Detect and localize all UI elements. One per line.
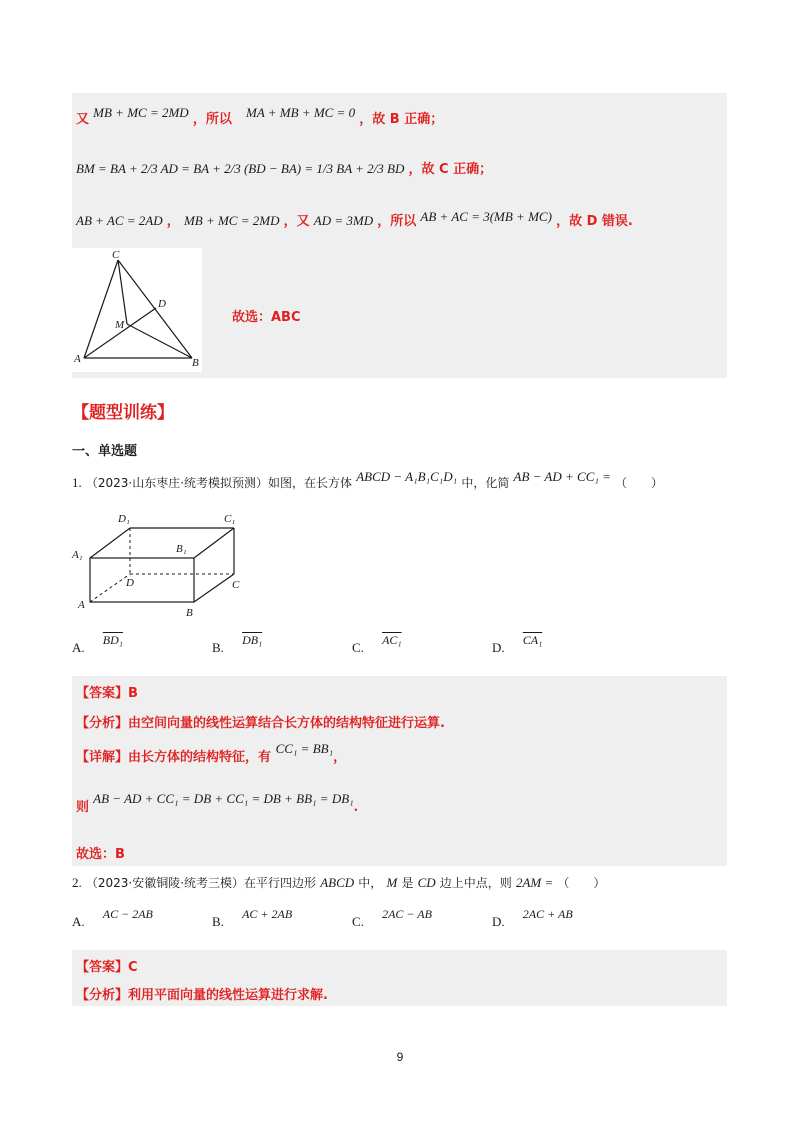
label-A: A xyxy=(78,599,85,611)
line3-eq1: AB + AC = 2AD xyxy=(76,213,163,228)
edge-BC xyxy=(194,574,234,602)
q1-answer-tag: 【答案】 xyxy=(76,686,129,701)
q1-option-a-label: A. xyxy=(72,640,85,655)
q2-para: ABCD xyxy=(320,875,355,890)
label-B: B xyxy=(186,607,193,618)
line3-eq2: MB + MC = 2MD xyxy=(183,213,280,228)
edge-B1C1 xyxy=(194,528,234,558)
line1-eq1: MB + MC = 2MD xyxy=(93,105,189,120)
solution-line-2 xyxy=(76,158,492,177)
q1-option-c[interactable] xyxy=(352,633,402,656)
q2-option-a-expr: AC − 2AB xyxy=(102,907,153,921)
line3-eq3: AD = 3MD xyxy=(313,213,374,228)
page-number: 9 xyxy=(396,1050,404,1064)
label-A1: A₁ xyxy=(72,549,83,561)
q2-paren: （ ） xyxy=(557,876,606,890)
q2-analysis xyxy=(76,984,328,1003)
q2-option-b[interactable] xyxy=(212,907,293,930)
q1-solid: ABCD − A₁B₁C₁D₁ xyxy=(356,469,458,484)
q2-answer-value: C xyxy=(128,960,138,975)
q1-option-b[interactable] xyxy=(212,633,263,656)
q1-detail-eq: CC₁ = BB₁ xyxy=(275,741,334,756)
q1-option-d-expr: CA₁ xyxy=(522,633,543,647)
q2-option-c-expr: 2AC − AB xyxy=(382,907,432,921)
label-D1: D₁ xyxy=(118,513,130,525)
line3-suffix: ，故 D 错误. xyxy=(556,214,633,229)
triangle-figure-svg xyxy=(72,248,202,372)
line1-eq2: MA + MB + MC = 0 xyxy=(246,105,356,120)
solution-line-1 xyxy=(76,105,444,127)
q1-derive-eq: AB − AD + CC₁ = DB + CC₁ = DB + BB₁ = DB₁ xyxy=(93,791,354,806)
q1-expr: AB − AD + CC₁ = xyxy=(513,469,611,484)
triangle-figure xyxy=(72,248,202,372)
solution-block-q1 xyxy=(72,676,727,866)
q2-mid3: 边上中点，则 xyxy=(439,876,512,890)
answer-abc: 故选：ABC xyxy=(232,310,301,325)
q2-mid1: 中， xyxy=(358,876,383,890)
solution-line-3 xyxy=(76,210,633,229)
q1-choice: 故选：B xyxy=(76,847,125,862)
line2-eq: BM = BA + 2/3 AD = BA + 2/3 (BD − BA) = 1/3 BA + 2/3 BD xyxy=(76,161,405,176)
label-C: C xyxy=(232,579,240,591)
q1-paren: （ ） xyxy=(615,476,664,490)
q2-option-c[interactable] xyxy=(352,907,432,930)
line2-suffix: ，故 C 正确； xyxy=(408,162,493,177)
line3-sep: ， xyxy=(166,214,180,229)
q2-mid2: 是 xyxy=(401,876,414,890)
q1-option-b-label: B. xyxy=(212,640,224,655)
q1-derive-prefix: 则 xyxy=(76,800,90,815)
label-D: D xyxy=(158,298,166,310)
label-A: A xyxy=(74,353,81,365)
q1-option-d[interactable] xyxy=(492,633,543,656)
q2-m: M xyxy=(386,875,398,890)
cuboid-figure xyxy=(68,510,258,618)
q2-analysis-tag: 【分析】 xyxy=(76,988,129,1003)
label-D: D xyxy=(126,577,134,589)
q1-source: （2023·山东枣庄·统考模拟预测）如图，在长方体 xyxy=(85,476,353,490)
line3-mid1: ，又 xyxy=(283,214,310,229)
q2-option-d-label: D. xyxy=(492,914,505,929)
q1-detail xyxy=(76,741,347,765)
label-B1: B₁ xyxy=(176,543,187,555)
edge-MB xyxy=(127,324,192,358)
label-C: C xyxy=(112,249,120,261)
q2-analysis-text: 利用平面向量的线性运算进行求解. xyxy=(128,988,328,1003)
label-M: M xyxy=(115,319,125,331)
q1-derivation xyxy=(76,791,359,815)
q2-option-a[interactable] xyxy=(72,907,153,930)
q2-option-a-label: A. xyxy=(72,914,85,929)
line1-mid: ，所以 xyxy=(192,112,232,127)
q2-cd: CD xyxy=(417,875,436,890)
edge-AD-hidden xyxy=(90,574,130,602)
label-B: B xyxy=(192,357,199,369)
subsection-heading: 一、单选题 xyxy=(72,444,138,459)
q1-answer-value: B xyxy=(128,686,138,701)
q1-option-b-expr: DB₁ xyxy=(242,633,263,647)
q1-option-d-label: D. xyxy=(492,640,505,655)
cuboid-figure-svg xyxy=(68,510,258,618)
q1-option-c-label: C. xyxy=(352,640,364,655)
edge-CA xyxy=(84,260,118,358)
q1-detail-tag: 【详解】 xyxy=(76,750,129,765)
q1-option-c-expr: AC₁ xyxy=(382,633,402,647)
q1-option-a-expr: BD₁ xyxy=(102,633,123,647)
section-title: 【题型训练】 xyxy=(72,403,174,423)
q1-analysis-tag: 【分析】 xyxy=(76,716,129,731)
line3-mid2: ，所以 xyxy=(377,214,417,229)
q2-option-b-expr: AC + 2AB xyxy=(242,907,293,921)
edge-A1D1 xyxy=(90,528,130,558)
question-1 xyxy=(72,469,664,491)
q2-number: 2. xyxy=(72,875,82,890)
q1-detail-text: 由长方体的结构特征，有 xyxy=(128,750,272,765)
q1-answer xyxy=(76,682,138,701)
q1-number: 1. xyxy=(72,475,82,490)
q1-analysis xyxy=(76,712,445,731)
line1-suffix: ，故 B 正确； xyxy=(359,112,444,127)
q2-option-c-label: C. xyxy=(352,914,364,929)
front-face xyxy=(90,558,194,602)
q1-mid: 中，化简 xyxy=(461,476,510,490)
line1-prefix: 又 xyxy=(76,112,90,127)
q2-option-b-label: B. xyxy=(212,914,224,929)
question-2 xyxy=(72,874,605,891)
q1-option-a[interactable] xyxy=(72,633,123,656)
q2-source: （2023·安徽铜陵·统考三模）在平行四边形 xyxy=(85,876,317,890)
q2-answer-tag: 【答案】 xyxy=(76,960,129,975)
line3-eq4: AB + AC = 3(MB + MC) xyxy=(420,209,552,224)
q2-option-d[interactable] xyxy=(492,907,573,930)
q1-detail-end: ， xyxy=(333,750,347,765)
q1-analysis-text: 由空间向量的线性运算结合长方体的结构特征进行运算. xyxy=(128,716,445,731)
label-C1: C₁ xyxy=(224,513,236,525)
q2-expr: 2AM = xyxy=(515,875,554,890)
q2-answer xyxy=(76,956,138,975)
q1-derive-end: . xyxy=(353,800,359,815)
q2-option-d-expr: 2AC + AB xyxy=(522,907,573,921)
